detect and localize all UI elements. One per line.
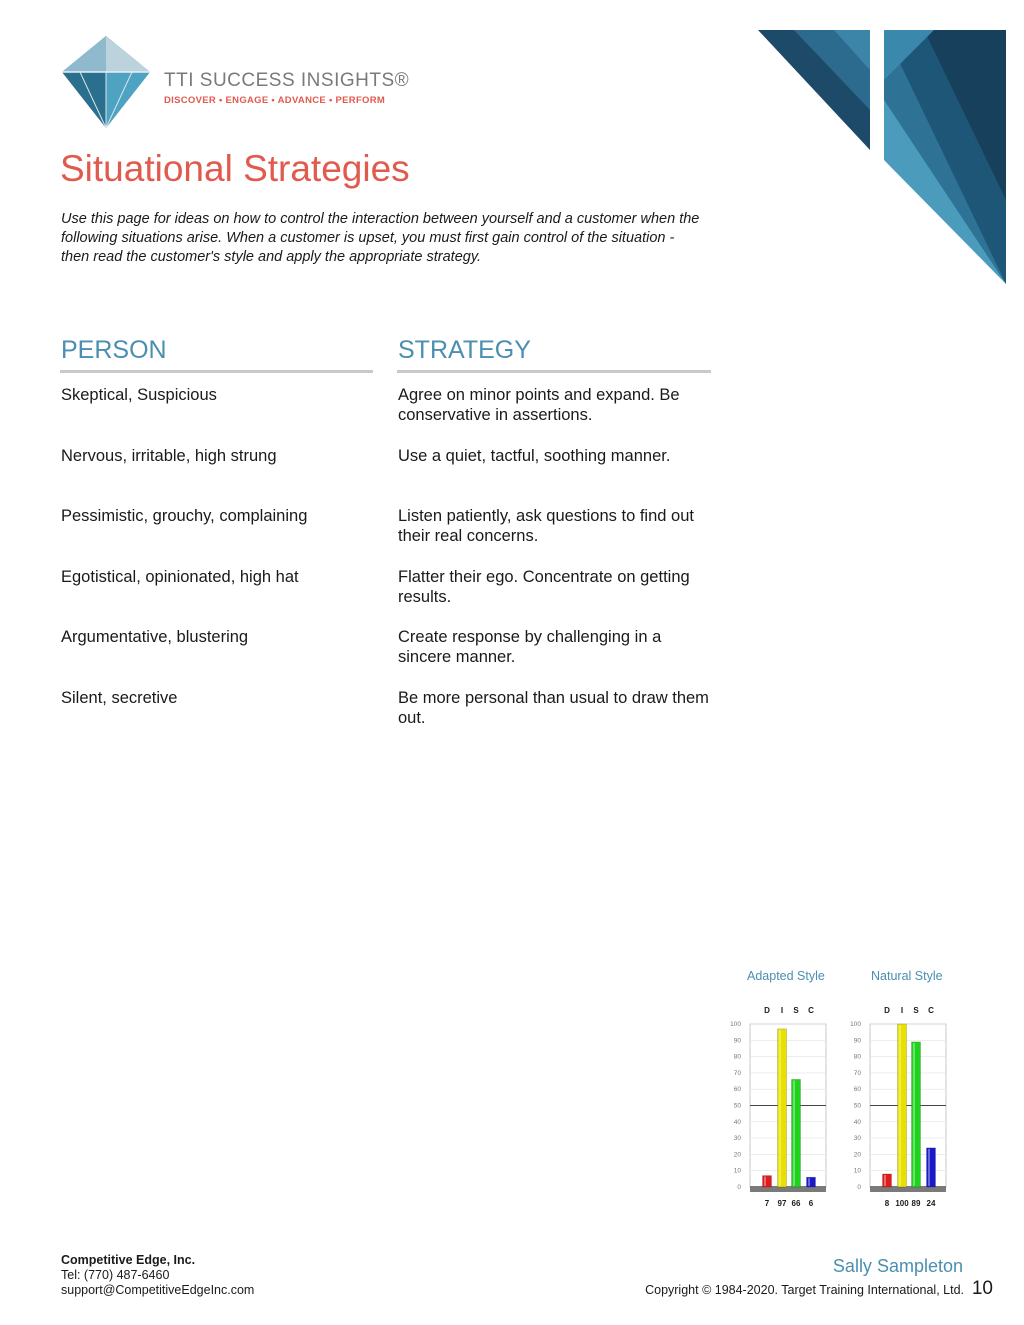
strategy-text: Use a quiet, tactful, soothing manner. [398, 446, 671, 465]
table-row [0, 567, 1024, 628]
y-tick-label: 10 [853, 1167, 861, 1175]
strategy-text: Agree on minor points and expand. Be conservative in assertions. [398, 386, 680, 424]
y-tick-label: 40 [853, 1118, 861, 1126]
y-tick-label: 50 [853, 1102, 861, 1110]
y-tick-label: 30 [733, 1135, 741, 1143]
disc-letter-s: S [913, 1006, 919, 1015]
page-number: 10 [971, 1278, 993, 1299]
table-row [0, 506, 1024, 567]
score-s: 89 [911, 1199, 921, 1208]
y-tick-label: 20 [853, 1151, 861, 1159]
adapted-style-chart [726, 995, 832, 1213]
person-column-header: PERSON [61, 336, 167, 364]
footer-phone: Tel: (770) 487-6460 [61, 1268, 170, 1282]
person-type: Nervous, irritable, high strung [61, 446, 277, 465]
bar-highlight-i [779, 1030, 781, 1186]
score-c: 6 [808, 1199, 814, 1208]
score-d: 7 [764, 1199, 770, 1208]
disc-letter-c: C [808, 1006, 814, 1015]
bar-i [898, 1024, 907, 1187]
bar-s [792, 1079, 801, 1187]
brand-name: TTI SUCCESS INSIGHTS® [164, 70, 410, 91]
person-type: Pessimistic, grouchy, complaining [61, 507, 308, 525]
respondent-name: Sally Sampleton [832, 1256, 963, 1276]
y-tick-label: 90 [853, 1037, 861, 1045]
score-i: 100 [895, 1199, 909, 1208]
disc-letter-i: I [780, 1006, 784, 1015]
bar-d [763, 1176, 772, 1187]
score-s: 66 [791, 1199, 801, 1208]
bar-highlight-c [928, 1149, 930, 1186]
y-tick-label: 70 [853, 1069, 861, 1077]
table-row [0, 688, 1024, 749]
copyright-notice: Copyright © 1984-2020. Target Training International, Ltd. [645, 1283, 964, 1297]
disc-letter-d: D [764, 1006, 770, 1015]
adapted-style-title: Adapted Style [747, 969, 825, 983]
y-tick-label: 70 [733, 1069, 741, 1077]
y-tick-label: 0 [857, 1184, 861, 1191]
strategy-text: Listen patiently, ask questions to find out their real concerns. [398, 507, 694, 545]
natural-style-chart [846, 995, 952, 1213]
bar-c [807, 1177, 816, 1187]
footer-email: support@CompetitiveEdgeInc.com [61, 1283, 255, 1297]
footer-company: Competitive Edge, Inc. [61, 1253, 196, 1267]
person-type: Skeptical, Suspicious [61, 386, 217, 404]
y-tick-label: 20 [733, 1151, 741, 1159]
y-tick-label: 90 [733, 1037, 741, 1045]
bar-highlight-s [913, 1043, 915, 1186]
person-type: Egotistical, opinionated, high hat [61, 567, 299, 586]
table-row [0, 627, 1024, 688]
page-title: Situational Strategies [60, 148, 410, 189]
table-row [0, 385, 1024, 446]
y-tick-label: 60 [733, 1086, 741, 1094]
decorative-corner-graphic [734, 0, 1024, 290]
table-row [0, 446, 1024, 507]
y-tick-label: 100 [850, 1021, 861, 1028]
bar-c [927, 1148, 936, 1187]
person-type: Silent, secretive [61, 688, 178, 707]
bar-highlight-c [808, 1178, 810, 1186]
score-c: 24 [926, 1199, 936, 1208]
natural-style-title: Natural Style [871, 969, 943, 983]
y-tick-label: 40 [733, 1118, 741, 1126]
brand-tagline: DISCOVER • ENGAGE • ADVANCE • PERFORM [164, 95, 386, 106]
disc-letter-c: C [928, 1006, 934, 1015]
diamond-logo-icon [58, 34, 154, 130]
bar-i [778, 1029, 787, 1187]
score-d: 8 [884, 1199, 890, 1208]
strategy-column-header: STRATEGY [398, 336, 531, 364]
company-logo [58, 34, 418, 130]
strategy-header-rule [397, 370, 711, 373]
bar-highlight-d [884, 1175, 886, 1186]
bar-d [883, 1174, 892, 1187]
y-tick-label: 30 [853, 1135, 861, 1143]
disc-letter-i: I [900, 1006, 904, 1015]
bar-highlight-i [899, 1025, 901, 1186]
score-i: 97 [777, 1199, 787, 1208]
person-type: Argumentative, blustering [61, 628, 249, 646]
y-tick-label: 80 [853, 1053, 861, 1061]
bar-s [912, 1042, 921, 1187]
disc-letter-d: D [884, 1006, 890, 1015]
bar-highlight-s [793, 1080, 795, 1186]
y-tick-label: 10 [733, 1167, 741, 1175]
person-header-rule [60, 370, 373, 373]
strategy-text: Create response by challenging in a sincere manner. [398, 628, 662, 666]
strategy-text: Flatter their ego. Concentrate on getting results. [398, 567, 690, 606]
y-tick-label: 100 [730, 1021, 741, 1028]
y-tick-label: 60 [853, 1086, 861, 1094]
intro-paragraph: Use this page for ideas on how to control the interaction between yourself and a customer when the following situations arise. When a customer is upset, you must first gain control of the situation - then read the customer's style and apply the appropriate strategy. [61, 211, 700, 265]
y-tick-label: 80 [733, 1053, 741, 1061]
y-tick-label: 0 [737, 1184, 741, 1191]
bar-highlight-d [764, 1177, 766, 1186]
strategy-text: Be more personal than usual to draw them out. [398, 688, 709, 727]
disc-letter-s: S [793, 1006, 799, 1015]
strategy-table [0, 385, 1024, 748]
y-tick-label: 50 [733, 1102, 741, 1110]
